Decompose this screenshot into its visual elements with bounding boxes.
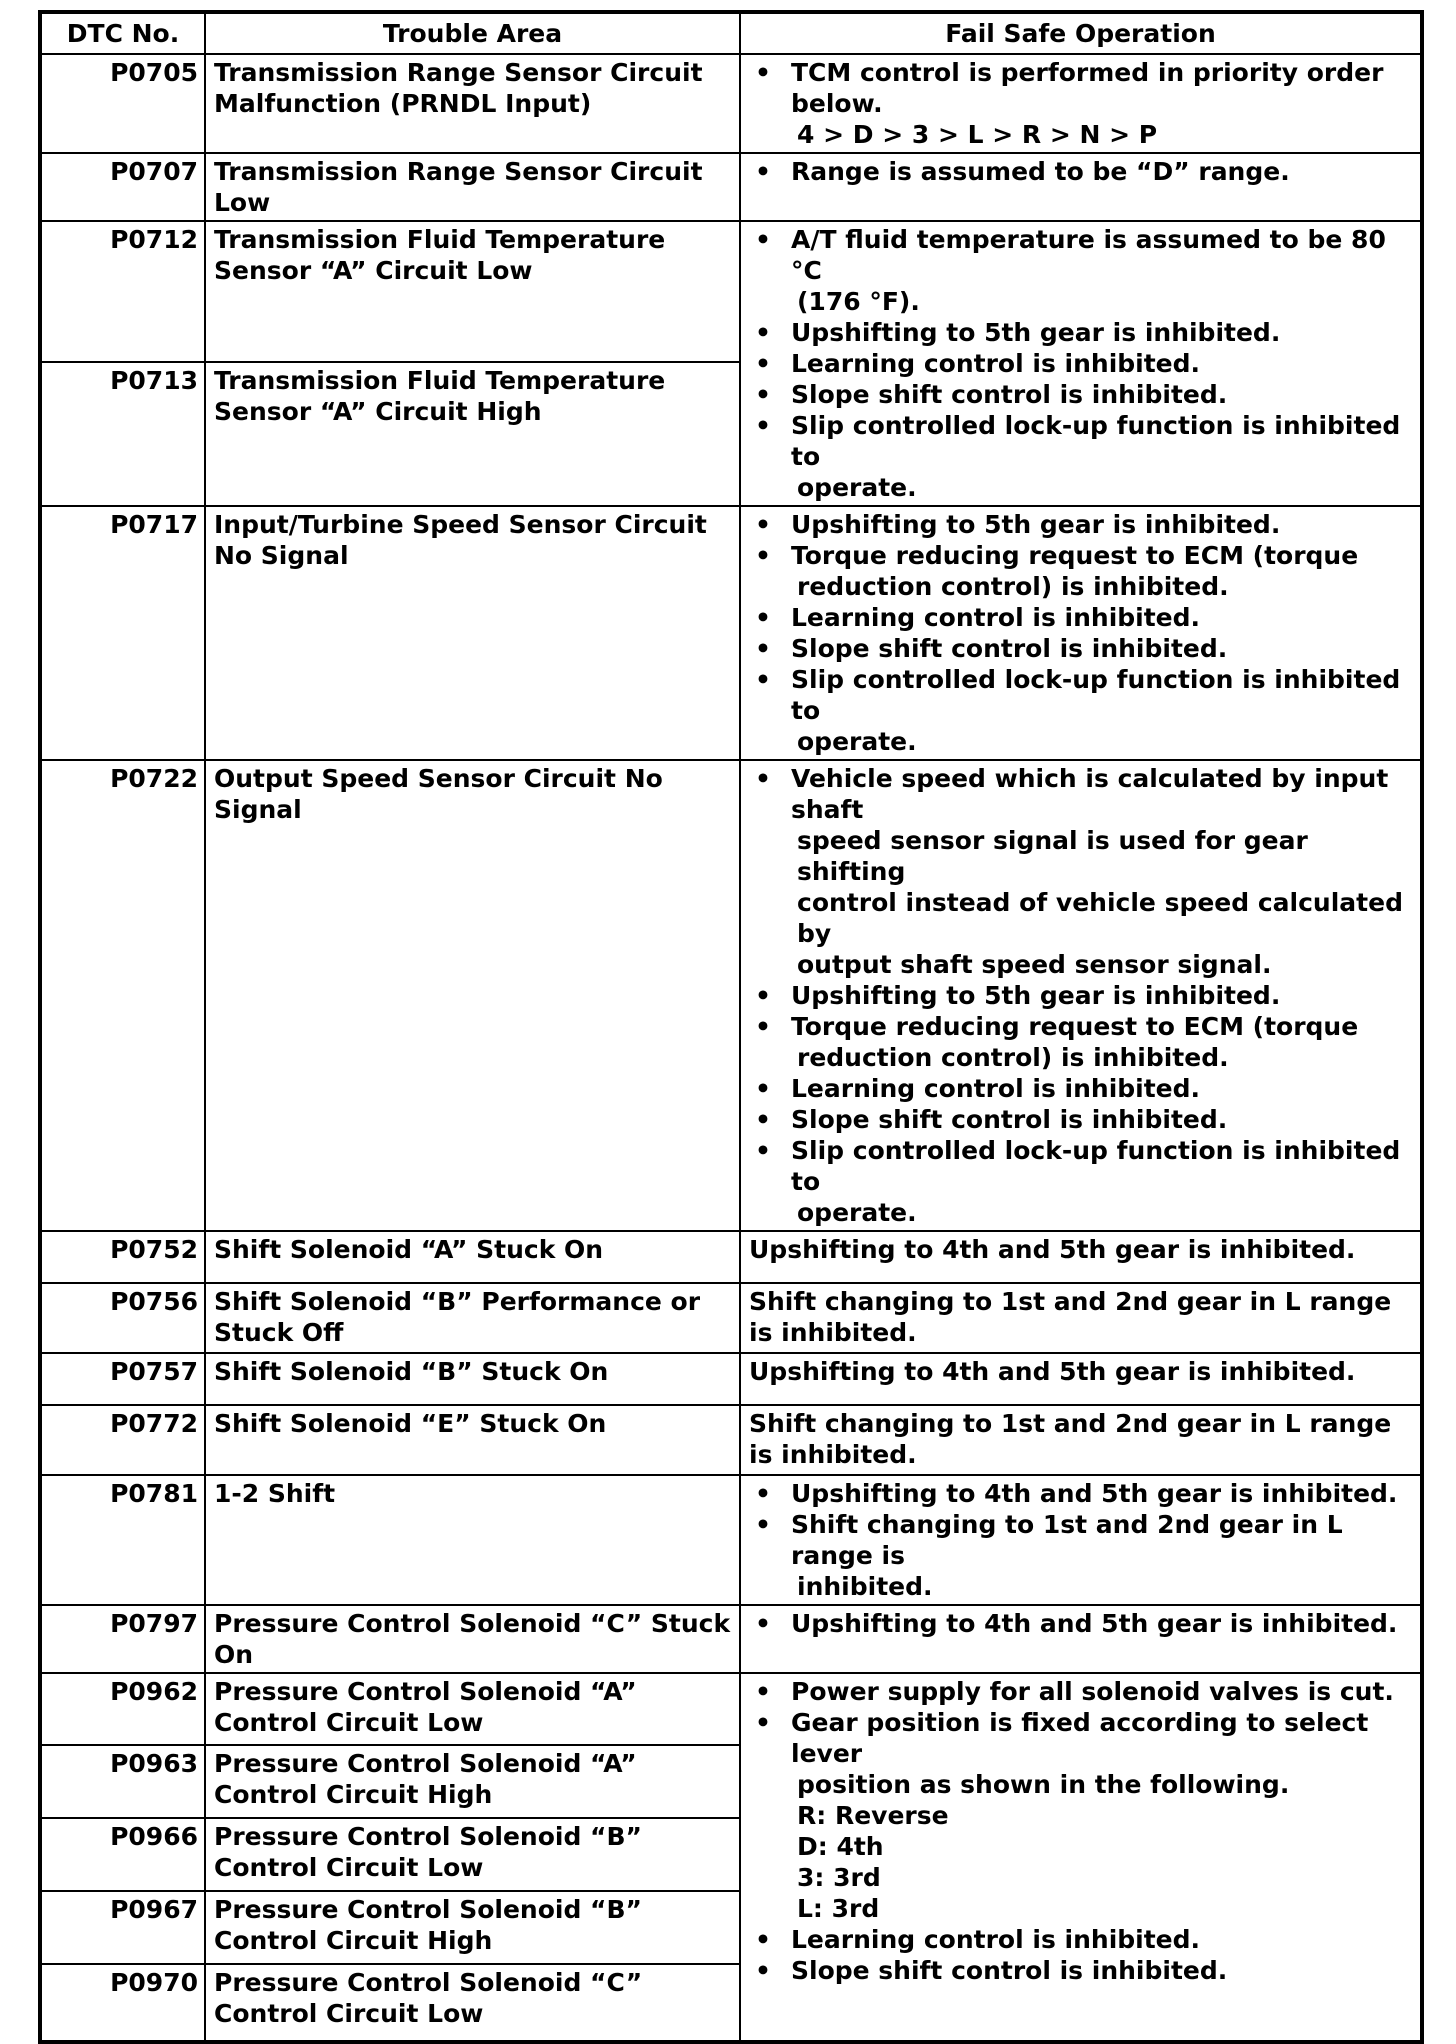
- trouble-area: Transmission Range Sensor Circuit Low: [205, 153, 740, 221]
- list-item: • TCM control is performed in priority order below. 4 > D > 3 > L > R > N > P: [749, 57, 1414, 150]
- header-failsafe: Fail Safe Operation: [740, 12, 1422, 54]
- gear-position-r: R: Reverse: [797, 1801, 949, 1830]
- list-item: • Shift changing to 1st and 2nd gear in L range is inhibited.: [749, 1509, 1414, 1602]
- fail-safe: [740, 221, 1422, 506]
- list-item: • Slip controlled lock-up function is inhibited to operate.: [749, 1135, 1414, 1228]
- dtc-code: P0717: [40, 506, 205, 760]
- fail-safe: [740, 1673, 1422, 2042]
- table-row: [40, 54, 1422, 153]
- list-item: • Range is assumed to be “D” range.: [749, 156, 1414, 187]
- list-item: • Torque reducing request to ECM (torque reduction control) is inhibited.: [749, 540, 1414, 602]
- dtc-code: P0756: [40, 1283, 205, 1353]
- gear-position-3: 3: 3rd: [797, 1863, 881, 1892]
- dtc-code: P0966: [40, 1818, 205, 1891]
- fail-safe: [740, 506, 1422, 760]
- table-row: [40, 153, 1422, 221]
- dtc-code: P0757: [40, 1353, 205, 1405]
- trouble-area: Shift Solenoid “E” Stuck On: [205, 1405, 740, 1475]
- table-row: [40, 506, 1422, 760]
- dtc-code: P0781: [40, 1475, 205, 1605]
- trouble-area: Pressure Control Solenoid “B” Control Circuit Low: [205, 1818, 740, 1891]
- dtc-code: P0962: [40, 1673, 205, 1745]
- fail-safe: Shift changing to 1st and 2nd gear in L range is inhibited.: [740, 1283, 1422, 1353]
- gear-position-d: D: 4th: [797, 1832, 884, 1861]
- dtc-code: P0707: [40, 153, 205, 221]
- trouble-area: 1-2 Shift: [205, 1475, 740, 1605]
- header-area: Trouble Area: [205, 12, 740, 54]
- trouble-area: Output Speed Sensor Circuit No Signal: [205, 760, 740, 1231]
- table-row: [40, 221, 1422, 362]
- table-row: [40, 1475, 1422, 1605]
- list-item: • Slope shift control is inhibited.: [749, 1104, 1414, 1135]
- list-item: • Slope shift control is inhibited.: [749, 633, 1414, 664]
- list-item: • A/T fluid temperature is assumed to be 80 °C (176 °F).: [749, 224, 1414, 317]
- list-item: • Power supply for all solenoid valves is cut.: [749, 1676, 1414, 1707]
- dtc-code: P0970: [40, 1964, 205, 2042]
- fail-safe: [740, 54, 1422, 153]
- list-item: • Learning control is inhibited.: [749, 1073, 1414, 1104]
- fail-safe: Upshifting to 4th and 5th gear is inhibited.: [740, 1353, 1422, 1405]
- trouble-area: Transmission Fluid Temperature Sensor “A” Circuit High: [205, 362, 740, 506]
- trouble-area: Pressure Control Solenoid “A” Control Circuit Low: [205, 1673, 740, 1745]
- trouble-area: Input/Turbine Speed Sensor Circuit No Signal: [205, 506, 740, 760]
- table-row: [40, 1283, 1422, 1353]
- list-item: • Upshifting to 4th and 5th gear is inhibited.: [749, 1608, 1414, 1639]
- list-item: • Slope shift control is inhibited.: [749, 379, 1414, 410]
- fail-safe: Shift changing to 1st and 2nd gear in L range is inhibited.: [740, 1405, 1422, 1475]
- dtc-code: P0705: [40, 54, 205, 153]
- dtc-code: P0722: [40, 760, 205, 1231]
- list-item: • Slip controlled lock-up function is inhibited to operate.: [749, 410, 1414, 503]
- fail-safe: [740, 760, 1422, 1231]
- list-item: • Torque reducing request to ECM (torque reduction control) is inhibited.: [749, 1011, 1414, 1073]
- dtc-code: P0712: [40, 221, 205, 362]
- list-item: • Upshifting to 4th and 5th gear is inhibited.: [749, 1478, 1414, 1509]
- list-item: • Vehicle speed which is calculated by input shaft speed sensor signal is used for gear shifting control instead of vehicle speed calculated by output shaft speed sensor signal.: [749, 763, 1414, 980]
- table-row: [40, 1673, 1422, 1745]
- dtc-code: P0967: [40, 1891, 205, 1964]
- trouble-area: Transmission Range Sensor Circuit Malfunction (PRNDL Input): [205, 54, 740, 153]
- list-item: • Learning control is inhibited.: [749, 602, 1414, 633]
- dtc-code: P0713: [40, 362, 205, 506]
- fail-safe: [740, 153, 1422, 221]
- table-row: [40, 1231, 1422, 1283]
- table-row: [40, 1405, 1422, 1475]
- trouble-area: Pressure Control Solenoid “B” Control Circuit High: [205, 1891, 740, 1964]
- trouble-area: Shift Solenoid “B” Stuck On: [205, 1353, 740, 1405]
- list-item: • Learning control is inhibited.: [749, 1924, 1414, 1955]
- fail-safe: [740, 1475, 1422, 1605]
- list-item: • Slip controlled lock-up function is inhibited to operate.: [749, 664, 1414, 757]
- table-row: [40, 1605, 1422, 1673]
- header-row: [40, 12, 1422, 54]
- list-item: • Gear position is fixed according to select lever position as shown in the following.: [749, 1707, 1414, 1800]
- trouble-area: Pressure Control Solenoid “C” Control Circuit Low: [205, 1964, 740, 2042]
- list-item: • Learning control is inhibited.: [749, 348, 1414, 379]
- fail-safe: [740, 1605, 1422, 1673]
- dtc-code: P0752: [40, 1231, 205, 1283]
- gear-position-l: L: 3rd: [797, 1894, 880, 1923]
- trouble-area: Pressure Control Solenoid “C” Stuck On: [205, 1605, 740, 1673]
- list-item: • Upshifting to 5th gear is inhibited.: [749, 509, 1414, 540]
- trouble-area: Pressure Control Solenoid “A” Control Circuit High: [205, 1745, 740, 1818]
- header-dtc: DTC No.: [40, 12, 205, 54]
- trouble-area: Transmission Fluid Temperature Sensor “A” Circuit Low: [205, 221, 740, 362]
- fail-safe: Upshifting to 4th and 5th gear is inhibited.: [740, 1231, 1422, 1283]
- dtc-code: P0797: [40, 1605, 205, 1673]
- dtc-table: [38, 10, 1424, 2044]
- list-item: • Upshifting to 5th gear is inhibited.: [749, 980, 1414, 1011]
- trouble-area: Shift Solenoid “B” Performance or Stuck Off: [205, 1283, 740, 1353]
- gear-position-list: [749, 1800, 1414, 1924]
- list-item: • Upshifting to 5th gear is inhibited.: [749, 317, 1414, 348]
- table-row: [40, 1353, 1422, 1405]
- table-row: [40, 760, 1422, 1231]
- dtc-code: P0963: [40, 1745, 205, 1818]
- dtc-code: P0772: [40, 1405, 205, 1475]
- list-item: • Slope shift control is inhibited.: [749, 1955, 1414, 1986]
- trouble-area: Shift Solenoid “A” Stuck On: [205, 1231, 740, 1283]
